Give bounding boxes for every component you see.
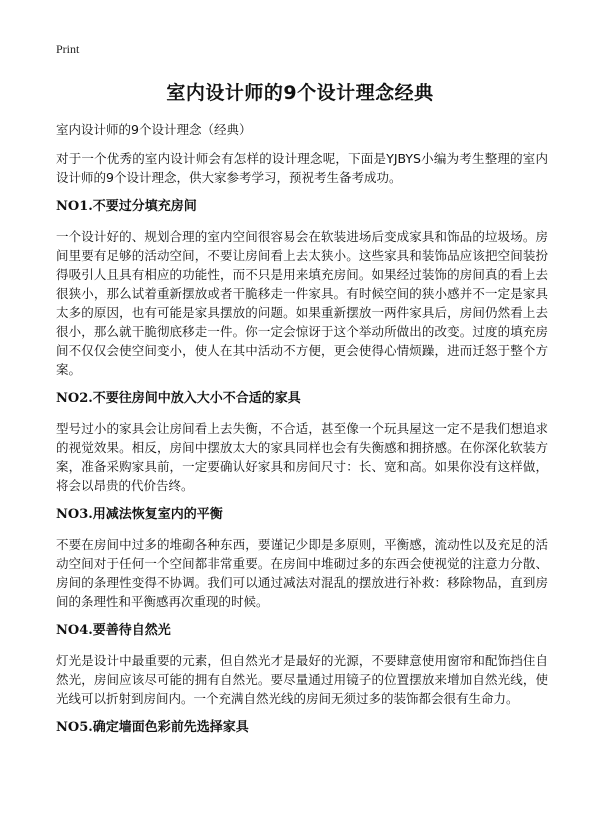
print-link[interactable]: Print bbox=[56, 42, 80, 56]
article-subtitle: 室内设计师的9个设计理念（经典） bbox=[56, 122, 252, 137]
section-body-4: 灯光是设计中最重要的元素，但自然光才是最好的光源，不要肆意使用窗帘和配饰挡住自然光，房间应该尽可能的拥有自然光。要尽量通过用镜子的位置摆放来增加自然光线，使光线可以折射到房间内。一个充满自然光线的房间无须过多的装饰都会很有生命力。 bbox=[56, 653, 548, 706]
section-heading-2: NO2.不要往房间中放入大小不合适的家具 bbox=[56, 391, 301, 406]
section-heading-3: NO3.用减法恢复室内的平衡 bbox=[56, 507, 223, 522]
section-body-1: 一个设计好的、规划合理的室内空间很容易会在软装进场后变成家具和饰品的垃圾场。房间里要有足够的活动空间，不要让房间看上去太狭小。这些家具和装饰品应该把空间装扮得吸引人且具有相应的功能性，而不只是用来填充房间。如果经过装饰的房间真的看上去很狭小，那么试着重新摆放或者干脆移走一件家具。有时候空间的狭小感并不一定是家具太多的原因，也有可能是家具摆放的问题。如果重新摆放一两件家具后，房间仍然看上去很小，那么就干脆彻底移走一件。你一定会惊讶于这个举动所做出的改变。过度的填充房间不仅仅会使空间变小，使人在其中活动不方便，更会使得心情烦躁，进而迁怒于整个方案。 bbox=[56, 229, 548, 377]
section-body-2: 型号过小的家具会让房间看上去失衡，不合适，甚至像一个玩具屋这一定不是我们想追求的视觉效果。相反，房间中摆放太大的家具同样也会有失衡感和拥挤感。在你深化软装方案，准备采购家具前，一定要确认好家具和房间尺寸：长、宽和高。如果你没有这样做，将会以昂贵的代价告终。 bbox=[56, 421, 548, 493]
article-body bbox=[56, 120, 548, 748]
section-body-3: 不要在房间中过多的堆砌各种东西，要谨记少即是多原则，平衡感，流动性以及充足的活动空间对于任何一个空间都非常重要。在房间中堆砌过多的东西会使视觉的注意力分散、房间的条理性变得不协调。我们可以通过减法对混乱的摆放进行补救：移除物品，直到房间的条理性和平衡感再次重现的时候。 bbox=[56, 537, 548, 609]
section-heading-1: NO1.不要过分填充房间 bbox=[56, 199, 197, 214]
page-title: 室内设计师的9个设计理念经典 bbox=[166, 82, 434, 104]
intro-paragraph: 对于一个优秀的室内设计师会有怎样的设计理念呢，下面是YJBYS小编为考生整理的室内设计师的9个设计理念，供大家参考学习，预祝考生备考成功。 bbox=[56, 151, 548, 185]
section-heading-5: NO5.确定墙面色彩前先选择家具 bbox=[56, 720, 249, 735]
section-heading-4: NO4.要善待自然光 bbox=[56, 623, 171, 638]
